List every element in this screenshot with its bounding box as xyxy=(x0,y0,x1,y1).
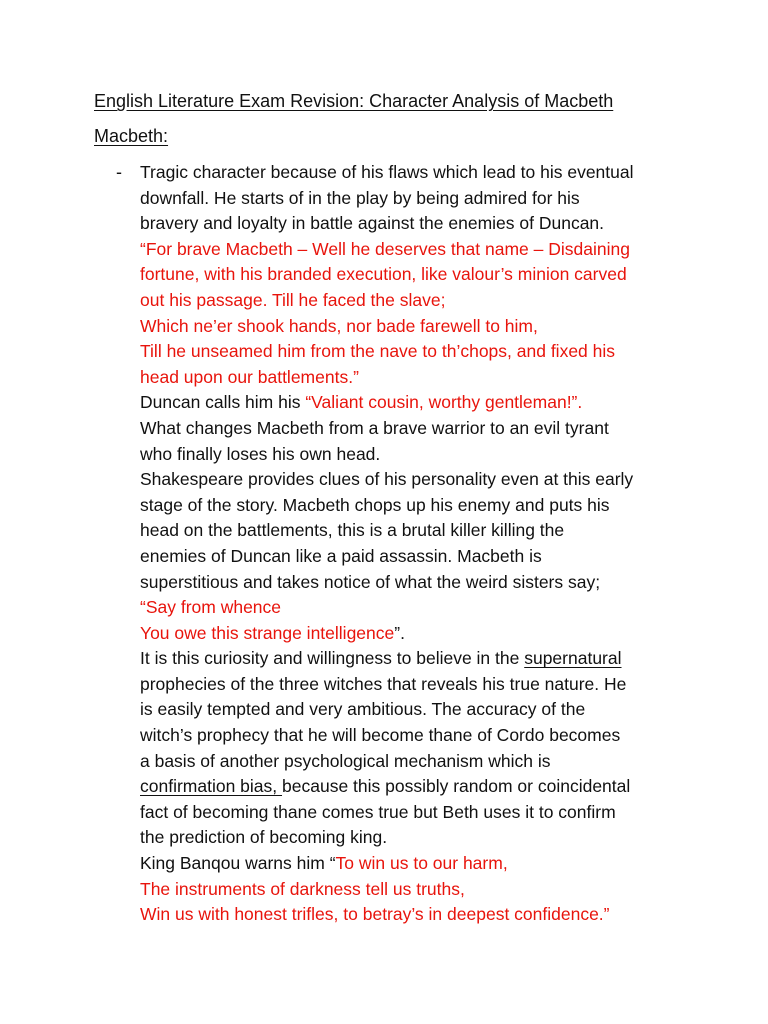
body-text: the prediction of becoming king. xyxy=(140,827,388,848)
text-line xyxy=(140,902,700,928)
body-text: prophecies of the three witches that reveals his true nature. He xyxy=(140,673,627,694)
body-text: head on the battlements, this is a brutal killer killing the xyxy=(140,520,565,541)
body-text: superstitious and takes notice of what the weird sisters say; xyxy=(140,571,601,592)
text-line xyxy=(140,442,700,468)
text-line xyxy=(140,595,700,621)
text-line xyxy=(140,339,700,365)
text-line xyxy=(140,697,700,723)
text-line xyxy=(140,851,700,877)
quote-text: The instruments of darkness tell us truths, xyxy=(140,878,465,899)
bullet-dash: - xyxy=(116,162,122,182)
body-text: bravery and loyalty in battle against the enemies of Duncan. xyxy=(140,213,605,234)
text-line xyxy=(140,723,700,749)
body-text: stage of the story. Macbeth chops up his enemy and puts his xyxy=(140,494,610,515)
body-text: King Banqou warns him “ xyxy=(140,853,336,874)
body-text: What changes Macbeth from a brave warrior to an evil tyrant xyxy=(140,417,609,438)
bullet-paragraph xyxy=(140,160,700,928)
text-line xyxy=(140,825,700,851)
body-text: enemies of Duncan like a paid assassin. Macbeth is xyxy=(140,545,542,566)
underlined-term: supernatural xyxy=(524,648,622,669)
body-text: Shakespeare provides clues of his personality even at this early xyxy=(140,469,634,490)
underlined-term: confirmation bias, xyxy=(140,776,283,797)
body-text: downfall. He starts of in the play by being admired for his xyxy=(140,187,580,208)
text-line xyxy=(140,365,700,391)
text-line xyxy=(140,493,700,519)
quote-text: head upon our battlements.” xyxy=(140,366,359,387)
text-line xyxy=(140,237,700,263)
body-text: who finally loses his own head. xyxy=(140,443,381,464)
text-line xyxy=(140,544,700,570)
body-text: It is this curiosity and willingness to believe in the xyxy=(140,648,525,669)
text-line xyxy=(140,186,700,212)
document-title: English Literature Exam Revision: Character Analysis of Macbeth xyxy=(94,91,614,111)
text-line xyxy=(140,800,700,826)
text-line xyxy=(140,646,700,672)
text-line xyxy=(140,211,700,237)
text-line xyxy=(140,877,700,903)
quote-text: Win us with honest trifles, to betray’s in deepest confidence.” xyxy=(140,904,610,925)
text-line xyxy=(140,390,700,416)
quote-text: fortune, with his branded execution, like valour’s minion carved xyxy=(140,264,627,285)
text-line xyxy=(140,518,700,544)
text-line xyxy=(140,314,700,340)
section-heading: Macbeth: xyxy=(94,126,169,146)
body-text: because this possibly random or coincidental xyxy=(282,776,631,797)
quote-text: “Valiant cousin, worthy gentleman!”. xyxy=(305,392,583,413)
body-text: witch’s prophecy that he will become thane of Cordo becomes xyxy=(140,725,621,746)
quote-text: Which ne’er shook hands, nor bade farewell to him, xyxy=(140,315,538,336)
body-text: fact of becoming thane comes true but Beth uses it to confirm xyxy=(140,801,616,822)
quote-text: To win us to our harm, xyxy=(335,853,508,874)
quote-text: Till he unseamed him from the nave to th’chops, and fixed his xyxy=(140,341,616,362)
text-line xyxy=(140,288,700,314)
text-line xyxy=(140,570,700,596)
body-text: ”. xyxy=(394,622,405,643)
quote-text: out his passage. Till he faced the slave; xyxy=(140,289,446,310)
text-line xyxy=(140,416,700,442)
body-text: a basis of another psychological mechanism which is xyxy=(140,750,551,771)
quote-text: “For brave Macbeth – Well he deserves that name – Disdaining xyxy=(140,238,630,259)
body-text: Duncan calls him his xyxy=(140,392,306,413)
text-line xyxy=(140,672,700,698)
body-text: is easily tempted and very ambitious. The accuracy of the xyxy=(140,699,586,720)
quote-text: “Say from whence xyxy=(140,597,282,618)
quote-text: You owe this strange intelligence xyxy=(140,622,395,643)
text-line xyxy=(140,621,700,647)
text-line xyxy=(140,749,700,775)
body-text: Tragic character because of his flaws which lead to his eventual xyxy=(140,162,634,182)
text-line xyxy=(140,262,700,288)
text-line xyxy=(140,160,700,186)
text-line xyxy=(140,774,700,800)
text-line xyxy=(140,467,700,493)
